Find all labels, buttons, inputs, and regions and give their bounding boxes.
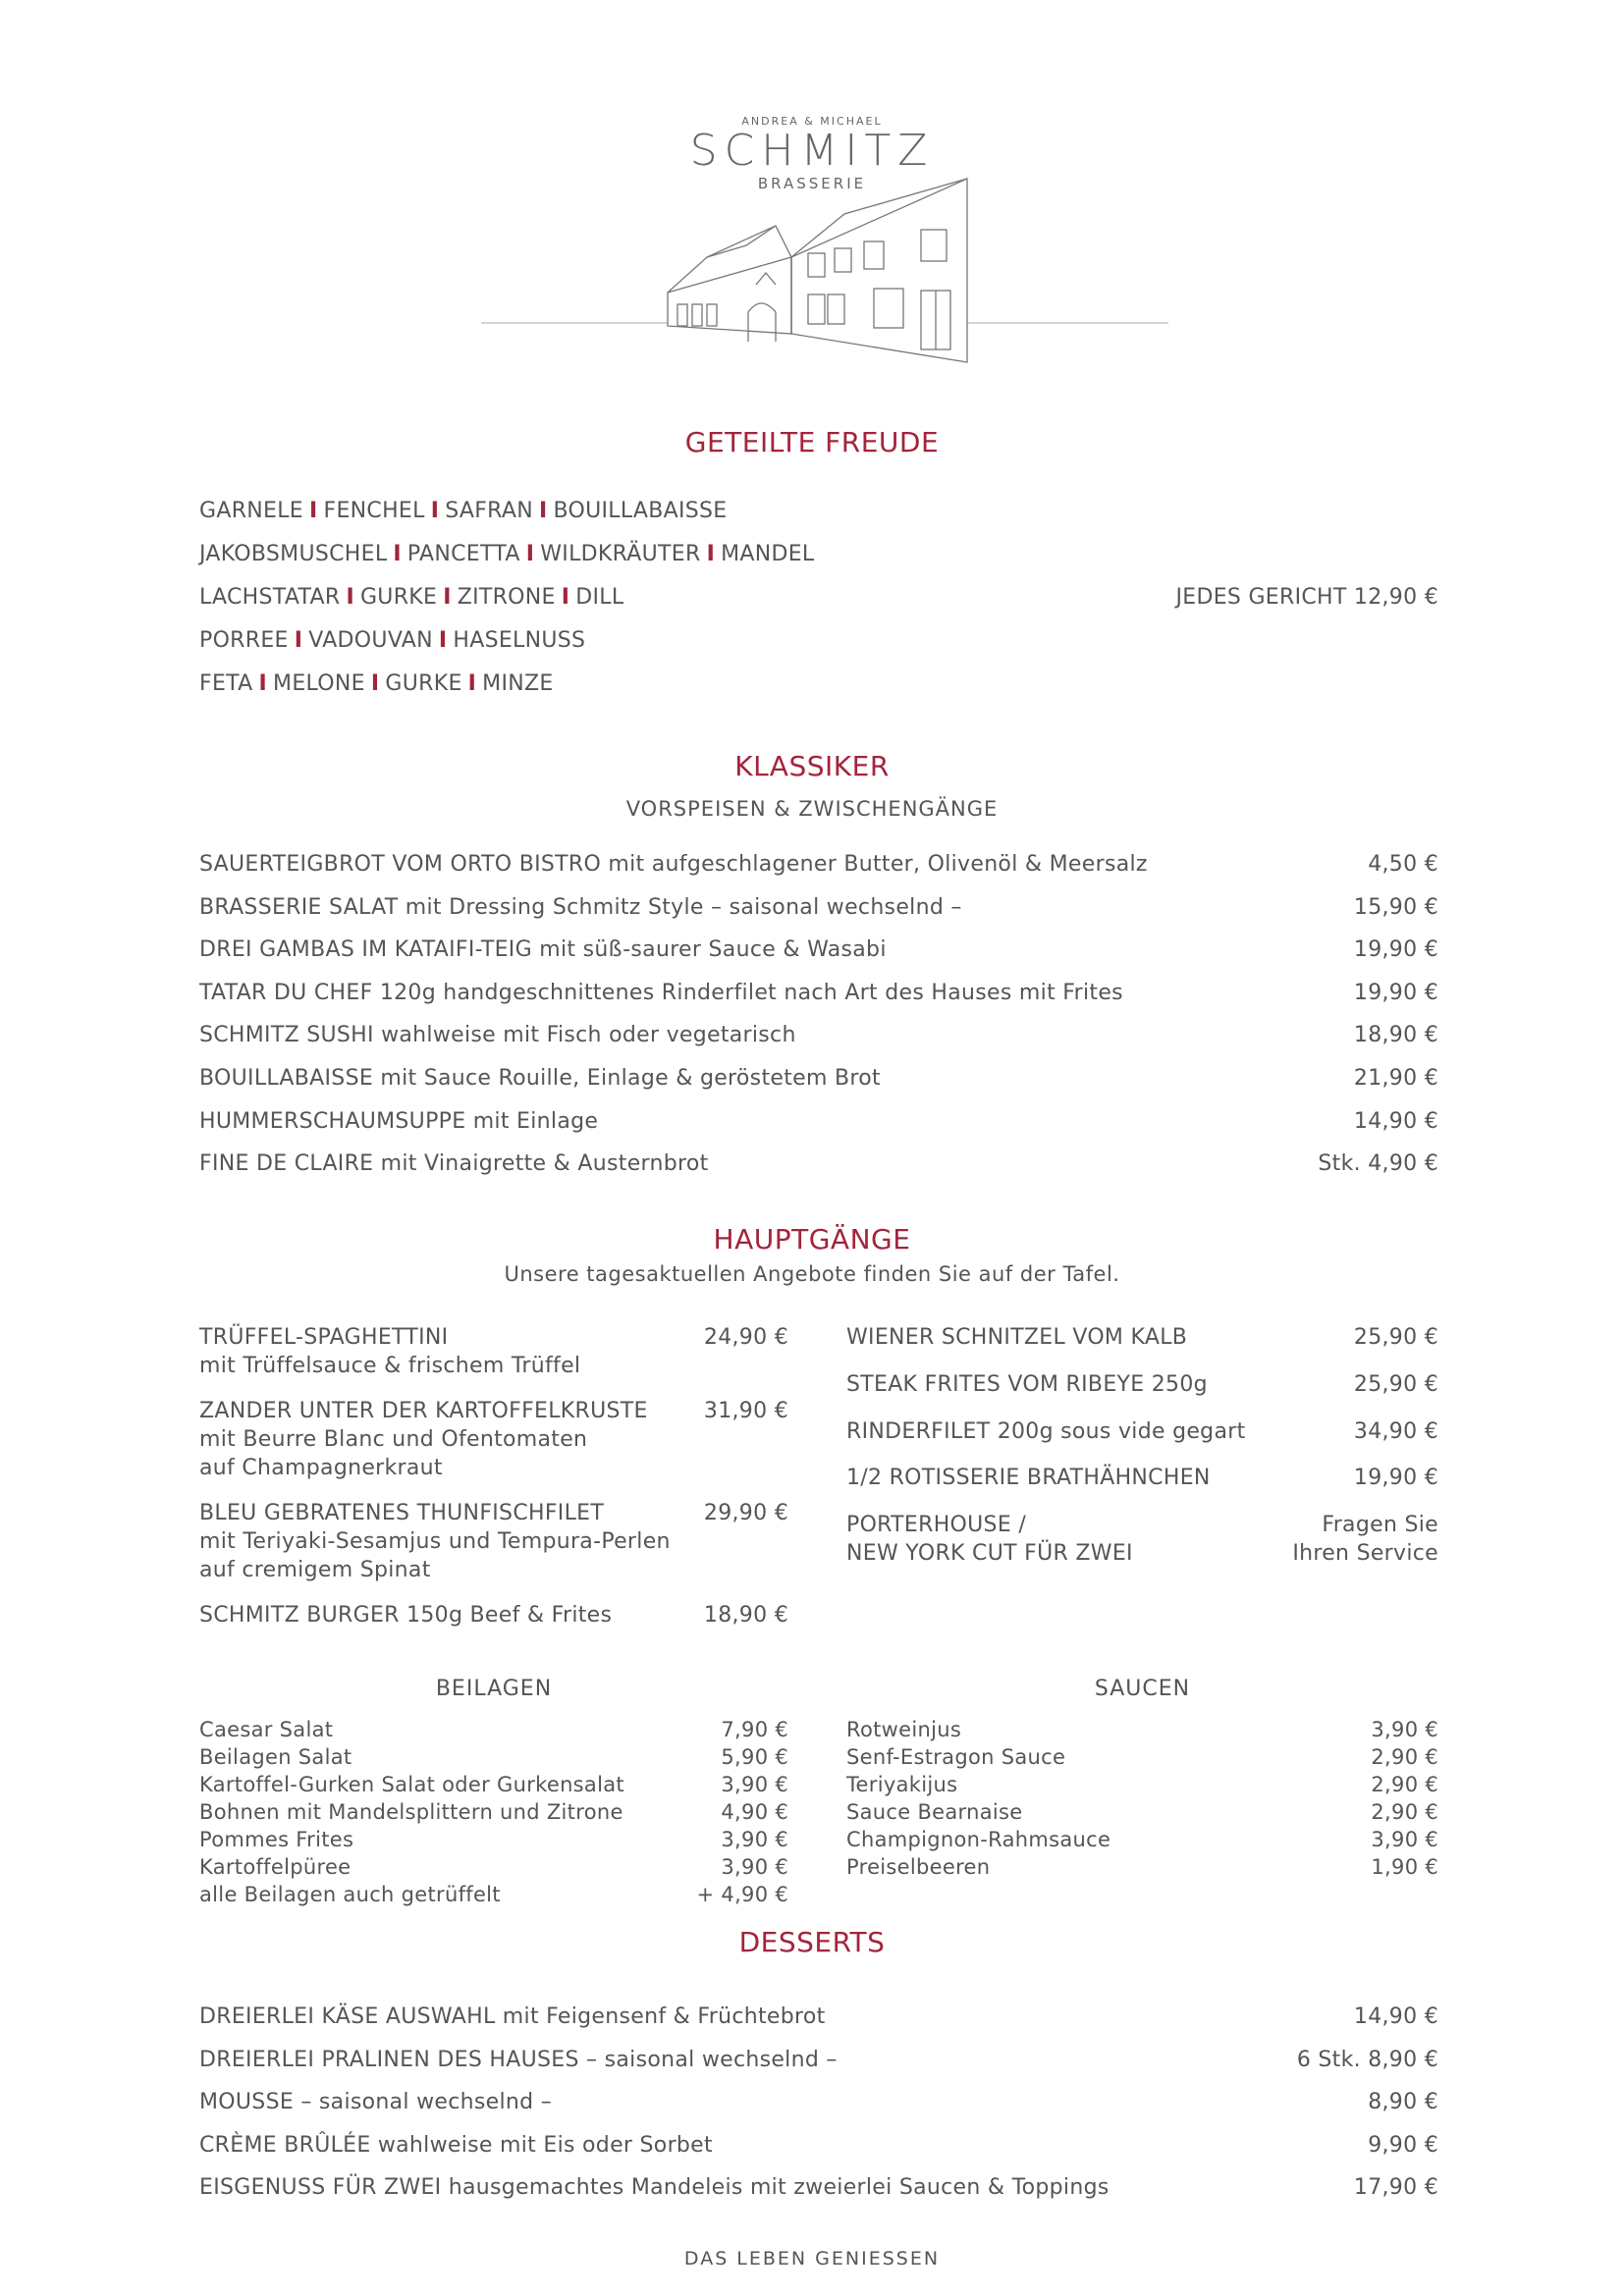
- logo-subtitle: BRASSERIE: [757, 175, 867, 192]
- dish-line: SCHMITZ BURGER 150g Beef & Frites: [199, 1603, 613, 1628]
- dish-description: [199, 1397, 648, 1482]
- side-price: 3,90 €: [1371, 1718, 1438, 1741]
- dish-description: [846, 1511, 1133, 1568]
- dish-price: 14,90 €: [1353, 1108, 1438, 1134]
- separator-mark: I: [467, 671, 477, 696]
- dish-component: GARNELE: [199, 499, 303, 523]
- side-row: [199, 1771, 788, 1798]
- separator-mark: I: [525, 542, 535, 566]
- side-row: [846, 1771, 1438, 1798]
- dish-component: JAKOBSMUSCHEL: [199, 542, 388, 566]
- dish-price: 18,90 €: [1353, 1023, 1438, 1048]
- side-row: [846, 1798, 1438, 1826]
- building-illustration: [0, 0, 1624, 373]
- dish-line: mit Beurre Blanc und Ofentomaten: [199, 1427, 588, 1452]
- side-row: [199, 1853, 788, 1881]
- footer-slogan: DAS LEBEN GENIESSEN: [683, 2248, 941, 2269]
- side-price: 3,90 €: [721, 1855, 788, 1879]
- main-dish-row: [846, 1464, 1438, 1492]
- dish-component: BOUILLABAISSE: [553, 499, 728, 523]
- main-dish-row: [199, 1397, 788, 1482]
- dish-price: 4,50 €: [1368, 852, 1438, 877]
- separator-mark: I: [706, 542, 716, 566]
- dish-component: PORREE: [199, 628, 289, 653]
- dish-component: MINZE: [482, 671, 554, 696]
- price-line: 34,90 €: [1353, 1419, 1438, 1444]
- subtitle-tagesangebote: Unsere tagesaktuellen Angebote finden Sie auf der Tafel.: [504, 1262, 1120, 1286]
- dish-line: auf cremigem Spinat: [199, 1558, 431, 1582]
- main-dish-row: [199, 1499, 788, 1584]
- main-dish-row: [846, 1370, 1438, 1399]
- dessert-row: [199, 2048, 1438, 2072]
- side-row: [846, 1716, 1438, 1743]
- side-price: 7,90 €: [721, 1718, 788, 1741]
- price-line: 25,90 €: [1353, 1372, 1438, 1397]
- side-row: [199, 1881, 788, 1908]
- dish-line: auf Champagnerkraut: [199, 1456, 443, 1480]
- menu-row: [199, 1151, 1438, 1176]
- side-price: 3,90 €: [1371, 1828, 1438, 1851]
- dish-name: SAUERTEIGBROT VOM ORTO BISTRO mit aufgeschlagener Butter, Olivenöl & Meersalz: [199, 852, 1148, 877]
- separator-mark: I: [538, 499, 548, 523]
- shared-dish-line: [199, 671, 554, 696]
- side-name: Senf-Estragon Sauce: [846, 1745, 1066, 1769]
- separator-mark: I: [561, 585, 570, 610]
- menu-row: [199, 1066, 1438, 1091]
- dessert-row: [199, 2004, 1438, 2029]
- separator-mark: I: [430, 499, 440, 523]
- saucen-title: SAUCEN: [1094, 1677, 1191, 1701]
- dish-price: 31,90 €: [703, 1399, 788, 1423]
- dish-description: [199, 1323, 580, 1380]
- dish-price: [1354, 1464, 1438, 1492]
- side-name: Kartoffelpüree: [199, 1855, 352, 1879]
- menu-row: [199, 981, 1438, 1005]
- dish-line: mit Teriyaki-Sesamjus und Tempura-Perlen: [199, 1529, 671, 1554]
- price-line: 19,90 €: [1353, 1466, 1438, 1490]
- shared-dish-line: [199, 499, 728, 523]
- dish-component: WILDKRÄUTER: [540, 542, 701, 566]
- side-name: Beilagen Salat: [199, 1745, 352, 1769]
- dish-component: SAFRAN: [445, 499, 533, 523]
- side-name: Rotweinjus: [846, 1718, 962, 1741]
- side-row: [199, 1743, 788, 1771]
- logo-name: SCHMITZ: [689, 126, 935, 176]
- side-price: 2,90 €: [1371, 1745, 1438, 1769]
- dish-price: 29,90 €: [703, 1501, 788, 1525]
- main-dish-row: [199, 1323, 788, 1380]
- dish-name: HUMMERSCHAUMSUPPE mit Einlage: [199, 1108, 599, 1134]
- dish-line: RINDERFILET 200g sous vide gegart: [846, 1419, 1246, 1444]
- main-dish-row: [846, 1323, 1438, 1352]
- side-name: Bohnen mit Mandelsplittern und Zitrone: [199, 1800, 623, 1824]
- dish-line: mit Trüffelsauce & frischem Trüffel: [199, 1354, 581, 1378]
- side-row: [199, 1826, 788, 1853]
- dish-component: HASELNUSS: [453, 628, 586, 653]
- dish-component: DILL: [575, 585, 624, 610]
- separator-mark: I: [438, 628, 448, 653]
- section-title-hauptgaenge: HAUPTGÄNGE: [713, 1223, 911, 1255]
- side-price: 2,90 €: [1371, 1800, 1438, 1824]
- side-price: 5,90 €: [721, 1745, 788, 1769]
- dish-price: 19,90 €: [1353, 980, 1438, 1005]
- side-name: alle Beilagen auch getrüffelt: [199, 1883, 501, 1906]
- shared-price: JEDES GERICHT 12,90 €: [1175, 585, 1438, 610]
- price-line: Ihren Service: [1292, 1541, 1438, 1566]
- beilagen-title: BEILAGEN: [435, 1677, 553, 1701]
- dish-name: SCHMITZ SUSHI wahlweise mit Fisch oder vegetarisch: [199, 1023, 796, 1048]
- dish-component: MELONE: [273, 671, 365, 696]
- dessert-row: [199, 2175, 1438, 2200]
- dish-line: 1/2 ROTISSERIE BRATHÄHNCHEN: [846, 1466, 1211, 1490]
- side-price: + 4,90 €: [696, 1883, 788, 1906]
- separator-mark: I: [393, 542, 402, 566]
- brand-logo: [0, 0, 1624, 373]
- side-row: [199, 1716, 788, 1743]
- shared-dish-line: [199, 628, 585, 653]
- separator-mark: I: [370, 671, 380, 696]
- dish-name: TATAR DU CHEF 120g handgeschnittenes Rinderfilet nach Art des Hauses mit Frites: [199, 980, 1123, 1005]
- dish-component: FETA: [199, 671, 253, 696]
- main-dish-row: [199, 1601, 788, 1629]
- dish-price: 9,90 €: [1368, 2132, 1438, 2158]
- side-name: Sauce Bearnaise: [846, 1800, 1023, 1824]
- dish-description: [846, 1323, 1187, 1352]
- dish-price: 24,90 €: [703, 1325, 788, 1350]
- dish-price: [1292, 1511, 1438, 1568]
- side-row: [199, 1798, 788, 1826]
- dish-price: 19,90 €: [1353, 937, 1438, 963]
- dish-component: FENCHEL: [323, 499, 425, 523]
- dish-component: ZITRONE: [457, 585, 556, 610]
- side-row: [846, 1826, 1438, 1853]
- menu-row: [199, 895, 1438, 920]
- dish-line: BLEU GEBRATENES THUNFISCHFILET: [199, 1501, 605, 1525]
- dish-price: [1354, 1417, 1438, 1446]
- dish-price: 14,90 €: [1353, 2004, 1438, 2029]
- menu-row: [199, 937, 1438, 962]
- dish-component: MANDEL: [721, 542, 815, 566]
- dish-price: Stk. 4,90 €: [1318, 1151, 1438, 1177]
- dish-name: FINE DE CLAIRE mit Vinaigrette & Austernbrot: [199, 1151, 709, 1177]
- dish-price: [1354, 1370, 1438, 1399]
- dish-line: STEAK FRITES VOM RIBEYE 250g: [846, 1372, 1208, 1397]
- dish-name: BRASSERIE SALAT mit Dressing Schmitz Style – saisonal wechselnd –: [199, 894, 962, 920]
- dish-price: 21,90 €: [1353, 1066, 1438, 1091]
- dish-price: 17,90 €: [1353, 2175, 1438, 2201]
- side-row: [846, 1853, 1438, 1881]
- menu-row: [199, 852, 1438, 877]
- side-name: Pommes Frites: [199, 1828, 354, 1851]
- dish-component: PANCETTA: [406, 542, 520, 566]
- dish-line: TRÜFFEL-SPAGHETTINI: [199, 1325, 449, 1350]
- dish-line: ZANDER UNTER DER KARTOFFELKRUSTE: [199, 1399, 648, 1423]
- side-price: 4,90 €: [721, 1800, 788, 1824]
- separator-mark: I: [443, 585, 452, 610]
- section-title-klassiker: KLASSIKER: [734, 750, 890, 782]
- dish-name: BOUILLABAISSE mit Sauce Rouille, Einlage & geröstetem Brot: [199, 1066, 881, 1091]
- separator-mark: I: [294, 628, 303, 653]
- menu-row: [199, 1023, 1438, 1047]
- logo-owners: ANDREA & MICHAEL: [741, 115, 883, 128]
- dish-description: [846, 1464, 1211, 1492]
- side-name: Kartoffel-Gurken Salat oder Gurkensalat: [199, 1773, 624, 1796]
- dish-price: 6 Stk. 8,90 €: [1296, 2047, 1438, 2072]
- separator-mark: I: [309, 499, 318, 523]
- shared-dish-line: [199, 542, 814, 566]
- dish-name: DREIERLEI KÄSE AUSWAHL mit Feigensenf & Früchtebrot: [199, 2004, 826, 2029]
- dish-description: [846, 1370, 1208, 1399]
- dish-description: [199, 1601, 612, 1629]
- dish-price: [1354, 1323, 1438, 1352]
- dish-line: PORTERHOUSE /: [846, 1513, 1027, 1537]
- dish-component: GURKE: [359, 585, 438, 610]
- separator-mark: I: [346, 585, 354, 610]
- side-name: Preiselbeeren: [846, 1855, 991, 1879]
- dish-name: CRÈME BRÛLÉE wahlweise mit Eis oder Sorbet: [199, 2132, 713, 2158]
- dish-line: NEW YORK CUT FÜR ZWEI: [846, 1541, 1133, 1566]
- price-line: 25,90 €: [1353, 1325, 1438, 1350]
- side-row: [846, 1743, 1438, 1771]
- side-name: Champignon-Rahmsauce: [846, 1828, 1111, 1851]
- shared-dish-line: [199, 585, 623, 610]
- main-dish-row: [846, 1417, 1438, 1446]
- dish-description: [199, 1499, 671, 1584]
- dish-component: GURKE: [385, 671, 462, 696]
- dessert-row: [199, 2090, 1438, 2114]
- subtitle-vorspeisen: VORSPEISEN & ZWISCHENGÄNGE: [625, 797, 999, 821]
- dish-price: 8,90 €: [1368, 2090, 1438, 2115]
- dish-component: LACHSTATAR: [199, 585, 341, 610]
- dish-price: 15,90 €: [1353, 894, 1438, 920]
- price-line: Fragen Sie: [1322, 1513, 1438, 1537]
- section-title-desserts: DESSERTS: [738, 1926, 886, 1958]
- dish-name: EISGENUSS FÜR ZWEI hausgemachtes Mandeleis mit zweierlei Saucen & Toppings: [199, 2175, 1110, 2201]
- dish-name: DREIERLEI PRALINEN DES HAUSES – saisonal wechselnd –: [199, 2047, 838, 2072]
- main-dish-row: [846, 1511, 1438, 1568]
- side-price: 3,90 €: [721, 1828, 788, 1851]
- dish-price: 18,90 €: [703, 1603, 788, 1628]
- side-price: 3,90 €: [721, 1773, 788, 1796]
- side-price: 1,90 €: [1371, 1855, 1438, 1879]
- section-title-geteilte-freude: GETEILTE FREUDE: [684, 426, 940, 458]
- separator-mark: I: [258, 671, 268, 696]
- dessert-row: [199, 2133, 1438, 2158]
- dish-description: [846, 1417, 1246, 1446]
- menu-row: [199, 1109, 1438, 1134]
- side-price: 2,90 €: [1371, 1773, 1438, 1796]
- side-name: Caesar Salat: [199, 1718, 334, 1741]
- dish-component: VADOUVAN: [308, 628, 433, 653]
- side-name: Teriyakijus: [846, 1773, 958, 1796]
- dish-name: DREI GAMBAS IM KATAIFI-TEIG mit süß-saurer Sauce & Wasabi: [199, 937, 887, 963]
- dish-name: MOUSSE – saisonal wechselnd –: [199, 2090, 553, 2115]
- dish-line: WIENER SCHNITZEL VOM KALB: [846, 1325, 1188, 1350]
